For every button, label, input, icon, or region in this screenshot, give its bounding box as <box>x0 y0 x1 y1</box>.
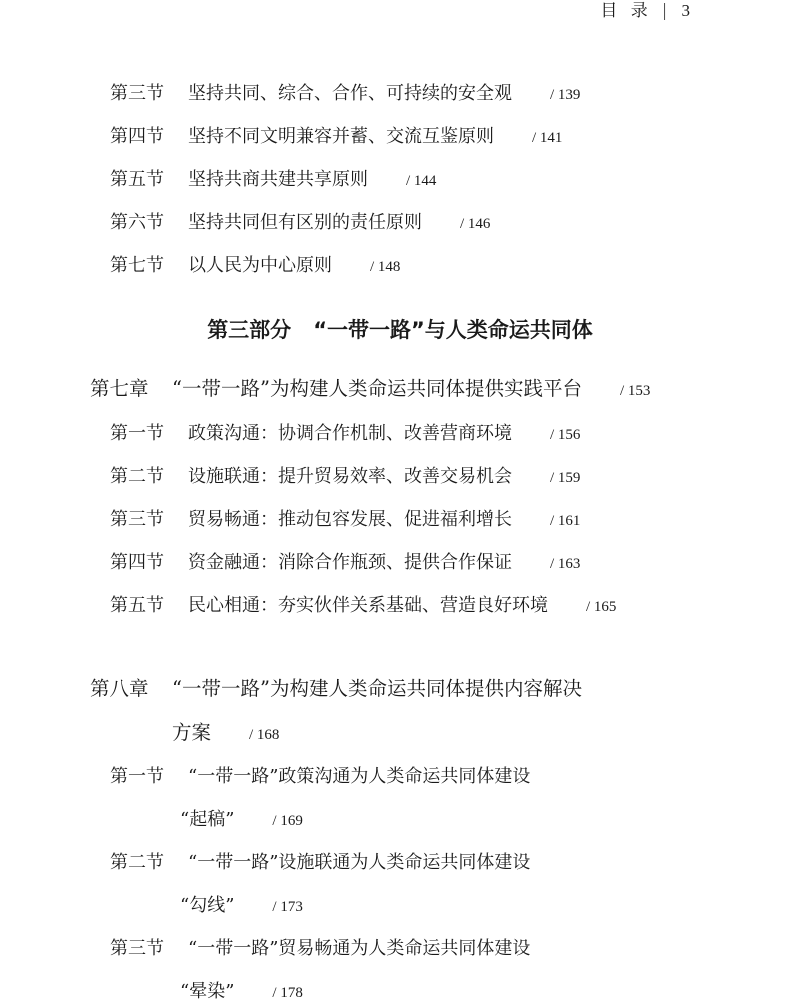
page-number: 3 <box>681 1 690 20</box>
toc-entry-section[interactable] <box>110 82 580 107</box>
section-title-line2: “晕染” <box>180 981 235 1002</box>
part-number: 第三部分 <box>207 318 292 342</box>
toc-entry-section-cont[interactable] <box>180 980 303 1005</box>
toc-entry-section[interactable] <box>110 937 530 961</box>
part-title: “一带一路”与人类命运共同体 <box>313 318 593 342</box>
section-number: 第三节 <box>110 938 164 959</box>
section-title-line1: “一带一路”贸易畅通为人类命运共同体建设 <box>188 938 531 959</box>
section-page: / 159 <box>550 470 581 486</box>
section-number: 第一节 <box>110 423 164 444</box>
section-number: 第二节 <box>110 466 164 487</box>
section-title: 政策沟通：协调合作机制、改善营商环境 <box>188 423 512 444</box>
part-heading <box>0 314 800 344</box>
section-page: / 163 <box>550 556 581 572</box>
chapter-page: / 153 <box>619 383 651 399</box>
section-page: / 161 <box>550 513 581 529</box>
section-title: 民心相通：夯实伙伴关系基础、营造良好环境 <box>188 595 548 616</box>
section-number: 第四节 <box>110 552 164 573</box>
toc-entry-section[interactable] <box>110 422 580 447</box>
section-page: / 144 <box>406 173 437 189</box>
section-page: / 169 <box>272 813 303 829</box>
section-page: / 165 <box>586 599 617 615</box>
toc-entry-section[interactable] <box>110 594 616 619</box>
section-title: 资金融通：消除合作瓶颈、提供合作保证 <box>188 552 512 573</box>
toc-entry-section[interactable] <box>110 168 436 193</box>
section-page: / 156 <box>550 427 581 443</box>
section-number: 第三节 <box>110 509 164 530</box>
toc-entry-section[interactable] <box>110 551 580 576</box>
section-title-line1: “一带一路”设施联通为人类命运共同体建设 <box>188 852 531 873</box>
chapter-title: “一带一路”为构建人类命运共同体提供实践平台 <box>172 377 582 400</box>
toc-entry-section[interactable] <box>110 465 580 490</box>
section-title: 坚持不同文明兼容并蓄、交流互鉴原则 <box>188 126 494 147</box>
section-number: 第七节 <box>110 255 164 276</box>
section-title-line2: “勾线” <box>180 895 235 916</box>
section-title: 贸易畅通：推动包容发展、促进福利增长 <box>188 509 512 530</box>
running-head-separator: | <box>661 1 672 21</box>
section-title: 坚持共同但有区别的责任原则 <box>188 212 422 233</box>
toc-entry-section[interactable] <box>110 125 562 150</box>
running-head-section: 目 录 <box>600 1 652 21</box>
toc-entry-section[interactable] <box>110 508 580 533</box>
section-number: 第六节 <box>110 212 164 233</box>
section-title: 坚持共商共建共享原则 <box>188 169 368 190</box>
section-number: 第五节 <box>110 595 164 616</box>
chapter-number: 第七章 <box>90 377 149 400</box>
section-title-line2: “起稿” <box>180 809 235 830</box>
toc-entry-section-cont[interactable] <box>180 808 303 833</box>
chapter-title-line1: “一带一路”为构建人类命运共同体提供内容解决 <box>172 677 582 700</box>
section-title-line1: “一带一路”政策沟通为人类命运共同体建设 <box>188 766 531 787</box>
toc-entry-chapter[interactable] <box>90 677 582 701</box>
toc-entry-section[interactable] <box>110 851 530 875</box>
section-page: / 148 <box>370 259 401 275</box>
section-title: 设施联通：提升贸易效率、改善交易机会 <box>188 466 512 487</box>
toc-entry-section[interactable] <box>110 765 530 789</box>
chapter-title-line2: 方案 <box>172 721 212 744</box>
section-number: 第五节 <box>110 169 164 190</box>
section-number: 第三节 <box>110 83 164 104</box>
section-number: 第二节 <box>110 852 164 873</box>
section-page: / 139 <box>550 87 581 103</box>
section-page: / 178 <box>272 985 303 1001</box>
chapter-number: 第八章 <box>90 677 149 700</box>
toc-entry-section[interactable] <box>110 211 490 236</box>
section-page: / 141 <box>532 130 563 146</box>
section-page: / 146 <box>460 216 491 232</box>
toc-entry-chapter-cont[interactable] <box>172 721 279 747</box>
toc-entry-chapter[interactable] <box>90 377 650 403</box>
section-title: 以人民为中心原则 <box>188 255 332 276</box>
section-title: 坚持共同、综合、合作、可持续的安全观 <box>188 83 512 104</box>
running-head <box>600 0 690 21</box>
chapter-page: / 168 <box>249 727 280 743</box>
toc-entry-section[interactable] <box>110 254 400 279</box>
section-number: 第一节 <box>110 766 164 787</box>
section-number: 第四节 <box>110 126 164 147</box>
section-page: / 173 <box>272 899 303 915</box>
toc-entry-section-cont[interactable] <box>180 894 303 919</box>
